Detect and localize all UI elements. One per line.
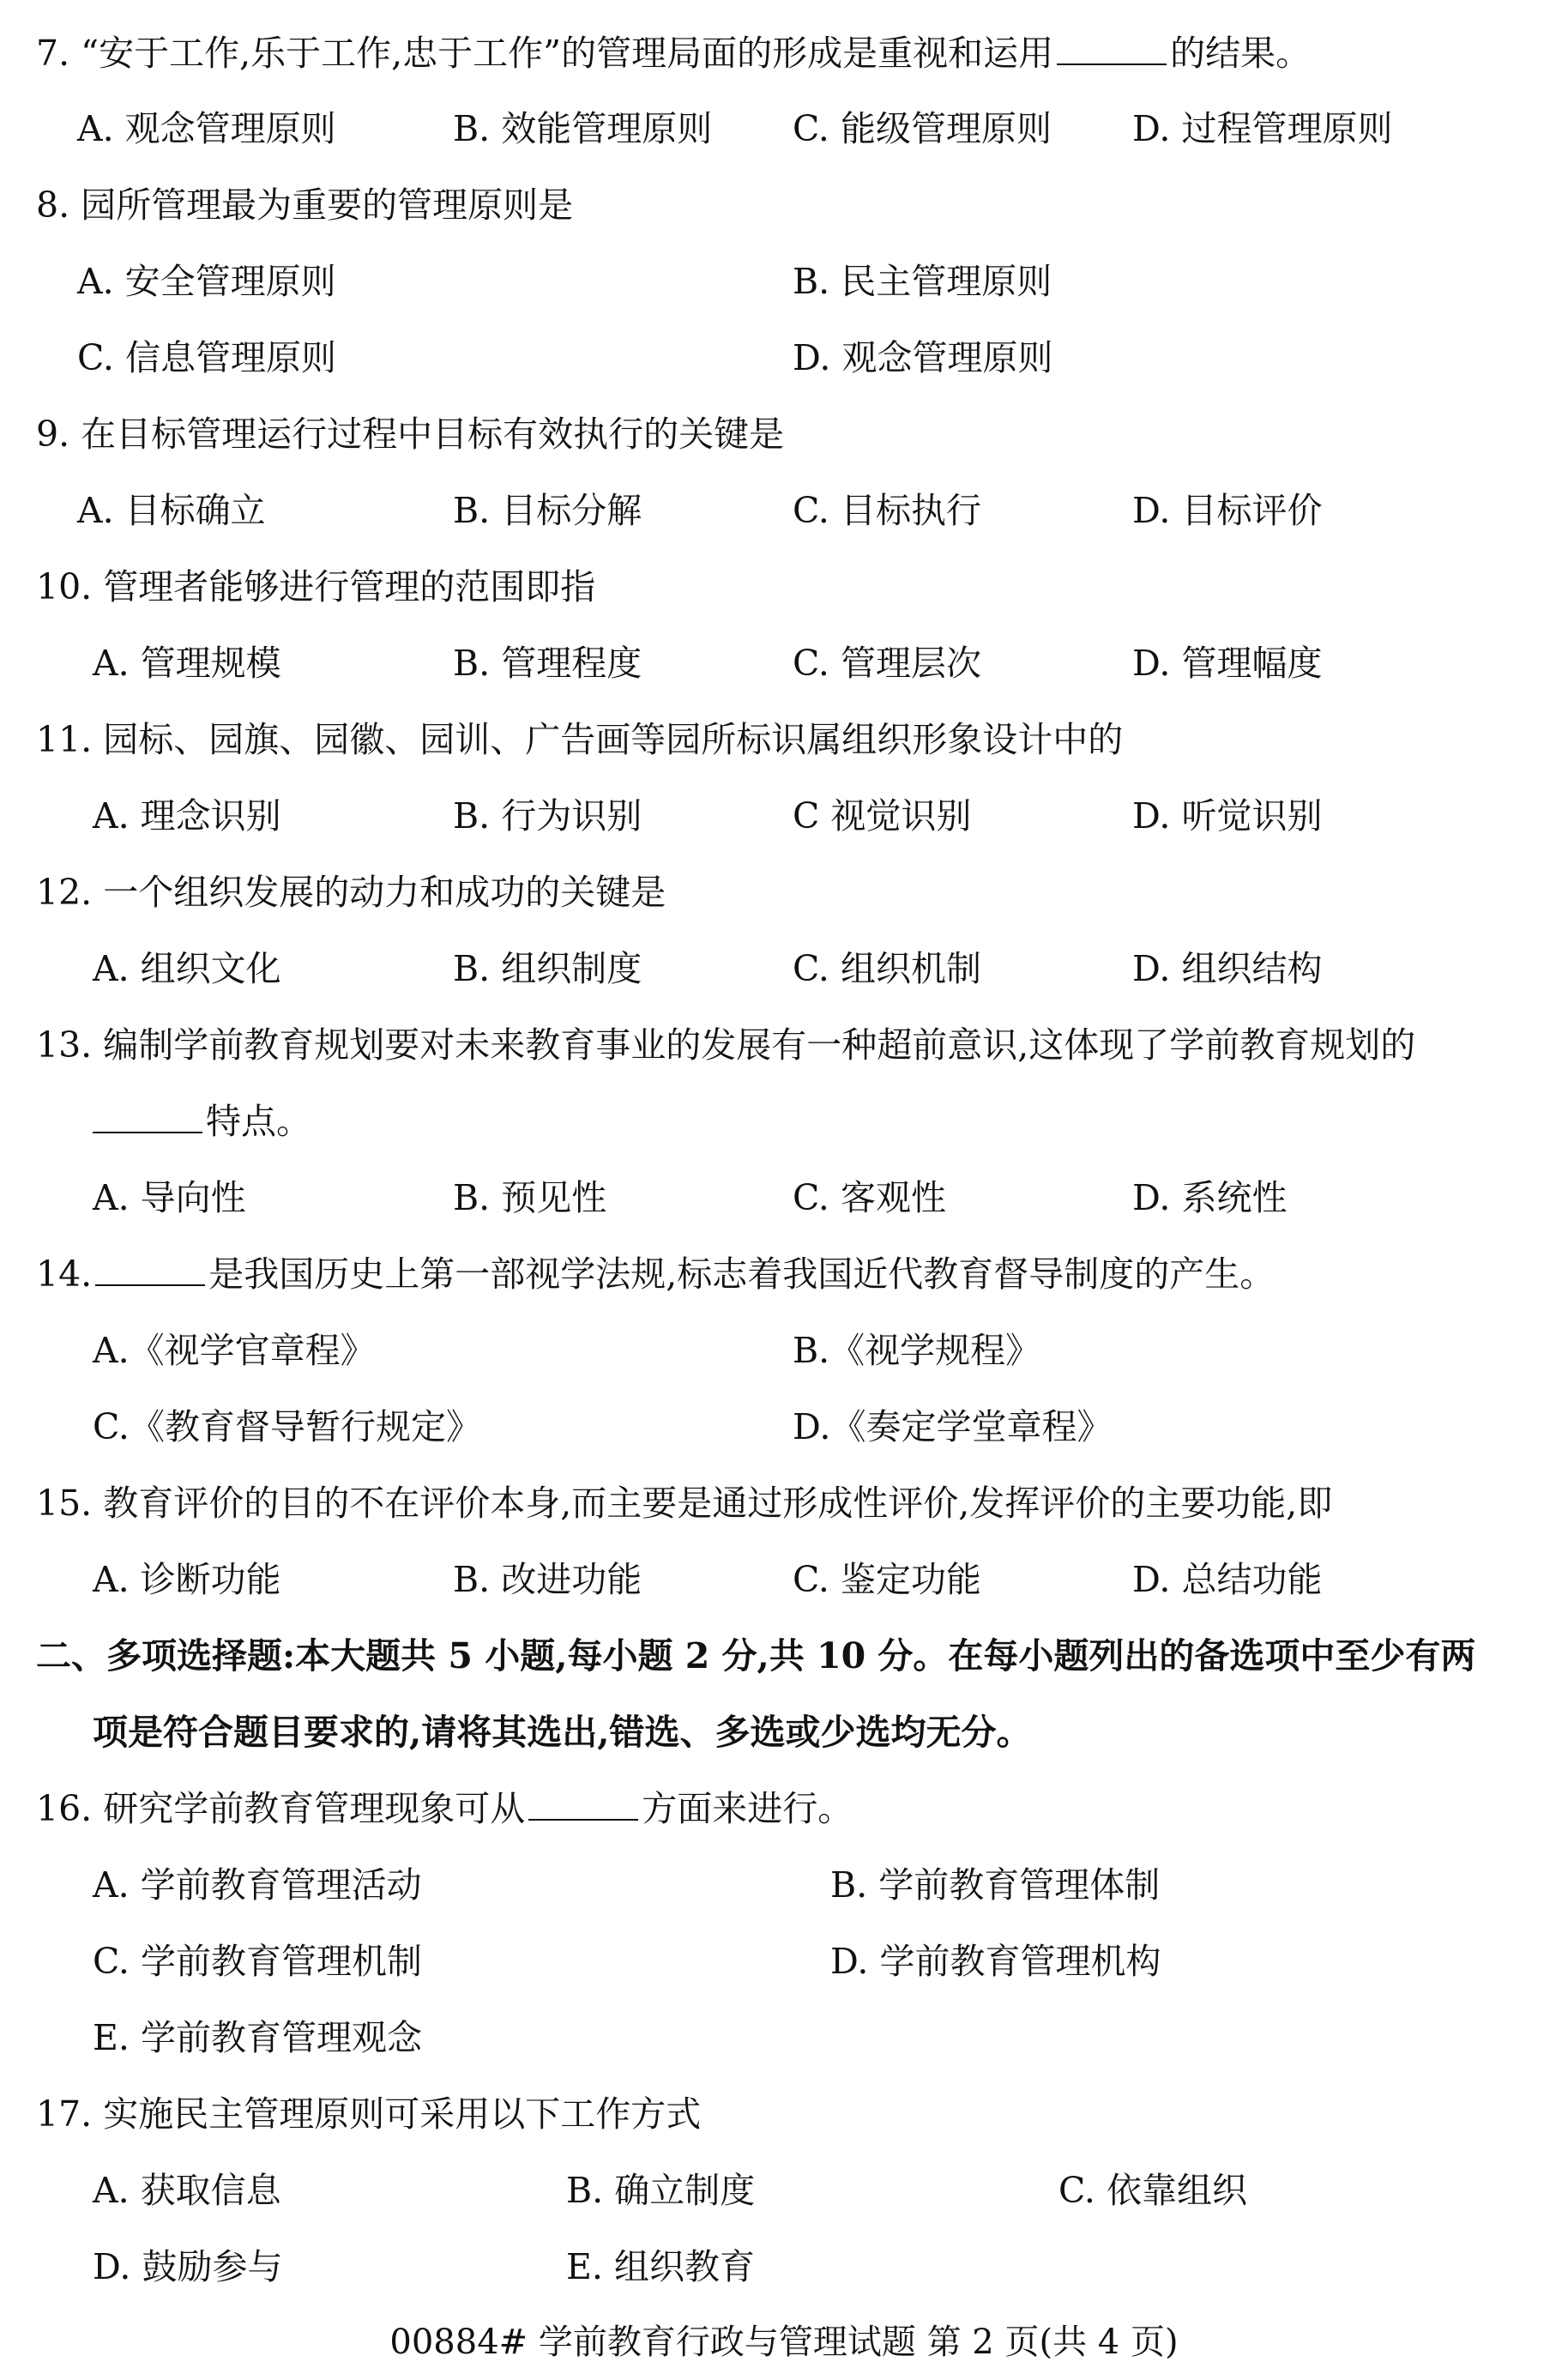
- q10-option-b: B. 管理程度: [453, 643, 642, 684]
- question-12-stem: 12. 一个组织发展的动力和成功的关键是: [36, 872, 666, 913]
- q10-option-c: C. 管理层次: [793, 643, 981, 684]
- q7-option-c: C. 能级管理原则: [793, 108, 1052, 149]
- q7-option-a: A. 观念管理原则: [77, 108, 336, 149]
- q12-option-d: D. 组织结构: [1132, 948, 1323, 989]
- q16-option-b: B. 学前教育管理体制: [830, 1864, 1161, 1906]
- q15-option-a: A. 诊断功能: [93, 1559, 281, 1600]
- answer-blank: [93, 1102, 202, 1133]
- q14-stem-part1: 14.: [36, 1253, 93, 1295]
- question-7-stem: [36, 31, 1311, 76]
- q15-option-c: C. 鉴定功能: [793, 1559, 981, 1600]
- q8-option-c: C. 信息管理原则: [77, 337, 336, 378]
- q11-option-c: C 视觉识别: [793, 795, 972, 837]
- q13-option-b: B. 预见性: [453, 1177, 607, 1218]
- q10-option-d: D. 管理幅度: [1132, 643, 1323, 684]
- q8-option-d: D. 观念管理原则: [793, 337, 1053, 378]
- q9-option-c: C. 目标执行: [793, 490, 981, 531]
- q15-option-b: B. 改进功能: [453, 1559, 642, 1600]
- q14-option-c: C.《教育督导暂行规定》: [93, 1406, 481, 1447]
- q9-option-a: A. 目标确立: [77, 490, 266, 531]
- section-2-heading: 二、多项选择题:本大题共 5 小题,每小题 2 分,共 10 分。在每小题列出的备选项中至少有两: [36, 1635, 1476, 1676]
- q7-option-b: B. 效能管理原则: [453, 108, 713, 149]
- q7-option-d: D. 过程管理原则: [1132, 108, 1393, 149]
- answer-blank: [1057, 34, 1167, 65]
- q9-option-b: B. 目标分解: [453, 490, 642, 531]
- question-17-stem: 17. 实施民主管理原则可采用以下工作方式: [36, 2093, 702, 2135]
- q8-option-a: A. 安全管理原则: [77, 261, 336, 302]
- q17-option-e: E. 组织教育: [566, 2246, 755, 2287]
- q8-option-b: B. 民主管理原则: [793, 261, 1052, 302]
- q7-stem-part1: 7. “安于工作,乐于工作,忠于工作”的管理局面的形成是重视和运用: [36, 33, 1054, 74]
- question-16-stem: [36, 1786, 853, 1831]
- q14-option-a: A.《视学官章程》: [93, 1330, 376, 1371]
- q14-option-d: D.《奏定学堂章程》: [793, 1406, 1113, 1447]
- question-10-stem: 10. 管理者能够进行管理的范围即指: [36, 566, 596, 607]
- q7-stem-part2: 的结果。: [1170, 33, 1312, 74]
- answer-blank: [528, 1790, 638, 1821]
- q17-option-d: D. 鼓励参与: [93, 2246, 283, 2287]
- q16-option-d: D. 学前教育管理机构: [830, 1941, 1161, 1982]
- question-13-stem: 13. 编制学前教育规划要对未来教育事业的发展有一种超前意识,这体现了学前教育规划的: [36, 1024, 1416, 1066]
- q13-stem-part2: 特点。: [206, 1101, 311, 1142]
- question-15-stem: 15. 教育评价的目的不在评价本身,而主要是通过形成性评价,发挥评价的主要功能,即: [36, 1483, 1333, 1524]
- q15-option-d: D. 总结功能: [1132, 1559, 1323, 1600]
- q17-option-a: A. 获取信息: [93, 2170, 281, 2211]
- page-footer: 00884# 学前教育行政与管理试题 第 2 页(共 4 页): [389, 2323, 1179, 2362]
- question-9-stem: 9. 在目标管理运行过程中目标有效执行的关键是: [36, 414, 785, 455]
- q16-option-c: C. 学前教育管理机制: [93, 1941, 422, 1982]
- q10-option-a: A. 管理规模: [93, 643, 281, 684]
- q16-option-a: A. 学前教育管理活动: [93, 1864, 422, 1906]
- question-14-stem: [36, 1252, 1275, 1296]
- q17-option-b: B. 确立制度: [566, 2170, 756, 2211]
- q9-option-d: D. 目标评价: [1132, 490, 1323, 531]
- q13-option-a: A. 导向性: [93, 1177, 246, 1218]
- q12-option-c: C. 组织机制: [793, 948, 981, 989]
- q14-option-b: B.《视学规程》: [793, 1330, 1041, 1371]
- q11-option-b: B. 行为识别: [453, 795, 642, 837]
- question-8-stem: 8. 园所管理最为重要的管理原则是: [36, 184, 574, 226]
- q14-stem-part2: 是我国历史上第一部视学法规,标志着我国近代教育督导制度的产生。: [208, 1253, 1276, 1295]
- section-2-heading-cont: 项是符合题目要求的,请将其选出,错选、多选或少选均无分。: [93, 1712, 1032, 1753]
- q16-stem-part2: 方面来进行。: [642, 1788, 853, 1829]
- question-11-stem: 11. 园标、园旗、园徽、园训、广告画等园所标识属组织形象设计中的: [36, 719, 1124, 760]
- q11-option-a: A. 理念识别: [93, 795, 281, 837]
- q13-option-c: C. 客观性: [793, 1177, 946, 1218]
- question-13-stem-cont: [93, 1099, 311, 1144]
- q12-option-b: B. 组织制度: [453, 948, 642, 989]
- q11-option-d: D. 听觉识别: [1132, 795, 1323, 837]
- answer-blank: [95, 1255, 205, 1286]
- q13-option-d: D. 系统性: [1132, 1177, 1288, 1218]
- q12-option-a: A. 组织文化: [93, 948, 281, 989]
- q17-option-c: C. 依靠组织: [1058, 2170, 1247, 2211]
- q16-stem-part1: 16. 研究学前教育管理现象可从: [36, 1788, 526, 1829]
- q16-option-e: E. 学前教育管理观念: [93, 2017, 422, 2058]
